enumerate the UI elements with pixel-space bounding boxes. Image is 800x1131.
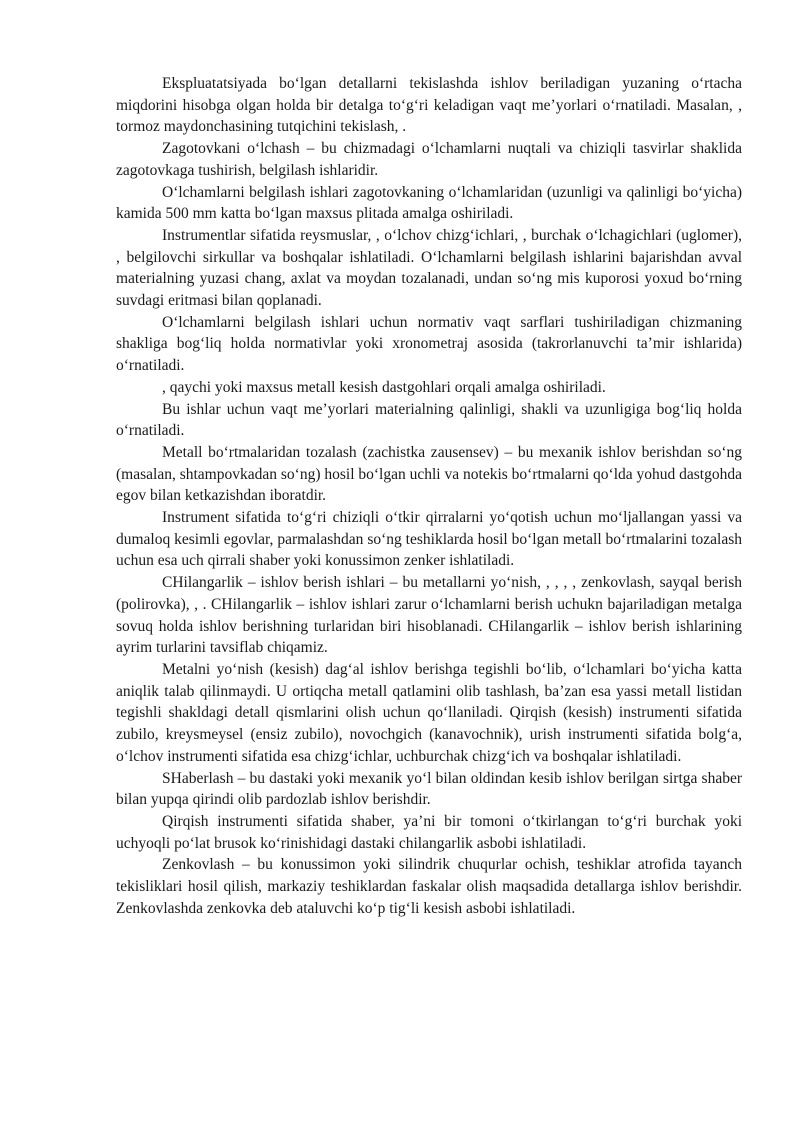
paragraph: O‘lchamlarni belgilash ishlari uchun normativ vaqt sarflari tushiriladigan chizmaning shakliga bog‘liq holda normativlar yoki xronometraj asosida (takrorlanuvchi ta’mir ishlarida) o‘rnatiladi.: [116, 313, 742, 375]
paragraph: Metall bo‘rtmalaridan tozalash (zachistka zausensev) – bu mexanik ishlov berishdan so‘ng (masalan, shtampovkadan so‘ng) hosil bo‘lgan uchli va notekis bo‘rtmalarni qo‘lda yohud dastgohda egov bilan ketkazishdan iboratdir.: [116, 443, 742, 505]
paragraph: Instrument sifatida to‘g‘ri chiziqli o‘tkir qirralarni yo‘qotish uchun mo‘ljallangan yassi va dumaloq kesimli egovlar, parmalashdan so‘ng teshiklarda hosil bo‘lgan metall bo‘rtmalarini tozalash uchun esa uch qirrali shaber yoki konussimon zenker ishlatiladi.: [116, 509, 742, 570]
paragraph: Zenkovlash – bu konussimon yoki silindrik chuqurlar ochish, teshiklar atrofida tayanch tekisliklari hosil qilish, markaziy teshiklardan faskalar olish maqsadida detallarga ishlov berishdir. Zenkovlashda zenkovka deb ataluvchi ko‘p tig‘li kesish asbobi ishlatiladi.: [116, 856, 742, 917]
paragraph: Instrumentlar sifatida reysmuslar, , o‘lchov chizg‘ichlari, , burchak o‘lchagichlari (uglomer), , belgilovchi sirkullar va boshqalar ishlatiladi. O‘lchamlarni belgilash ishlarini bajarishdan avval materialning yuzasi chang, axlat va moydan tozalanadi, undan so‘ng mis kuporosi yoxud bo‘rning suvdagi eritmasi bilan qoplanadi.: [116, 226, 742, 310]
paragraph: O‘lchamlarni belgilash ishlari zagotovkaning o‘lchamlaridan (uzunligi va qalinligi bo‘yicha) kamida 500 mm katta bo‘lgan maxsus plitada amalga oshiriladi.: [116, 183, 742, 223]
paragraph: Bu ishlar uchun vaqt me’yorlari materialning qalinligi, shakli va uzunligiga bog‘liq holda o‘rnatiladi.: [116, 400, 742, 440]
paragraph: SHaberlash – bu dastaki yoki mexanik yo‘l bilan oldindan kesib ishlov berilgan sirtga shaber bilan yupqa qirindi olib pardozlab ishlov berishdir.: [116, 769, 742, 809]
paragraph: Metalni yo‘nish (kesish) dag‘al ishlov berishga tegishli bo‘lib, o‘lchamlari bo‘yicha katta aniqlik talab qilinmaydi. U ortiqcha metall qatlamini olib tashlash, ba’zan esa yassi metall listidan tegishli shakldagi detall qismlarini olish uchun qo‘llaniladi. Qirqish (kesish) instrumenti sifatida zubilo, kreysmeysel (ensiz zubilo), novochgich (kanavochnik), urish instrumenti sifatida bolg‘a, o‘lchov instrumenti sifatida esa chizg‘ichlar, uchburchak chizg‘ich va boshqalar ishlatiladi.: [116, 660, 742, 765]
paragraph: Qirqish instrumenti sifatida shaber, ya’ni bir tomoni o‘tkirlangan to‘g‘ri burchak yoki uchyoqli po‘lat brusok ko‘rinishidagi dastaki chilangarlik asbobi ishlatiladi.: [116, 812, 742, 852]
paragraph: , qaychi yoki maxsus metall kesish dastgohlari orqali amalga oshiriladi.: [162, 378, 606, 396]
paragraph: Zagotovkani o‘lchash – bu chizmadagi o‘lchamlarni nuqtali va chiziqli tasvirlar shaklida zagotovkaga tushirish, belgilash ishlaridir.: [116, 140, 742, 179]
paragraph: Ekspluatatsiyada bo‘lgan detallarni tekislashda ishlov beriladigan yuzaning o‘rtacha miqdorini hisobga olgan holda bir detalga to‘g‘ri keladigan vaqt me’yorlari o‘rnatiladi. Masalan, , tormoz maydonchasining tutqichini tekislash, .: [116, 75, 742, 136]
document-body: [116, 73, 742, 919]
paragraph: CHilangarlik – ishlov berish ishlari – bu metallarni yo‘nish, , , , , zenkovlash, sayqal berish (polirovka), , . CHilangarlik – ishlov ishlari zarur o‘lchamlarni berish uchukn bajariladigan metalga sovuq holda ishlov berishning turlaridan biri hisoblanadi. CHilangarlik – ishlov berish ishlarining ayrim turlarini tavsiflab chiqamiz.: [116, 574, 742, 657]
